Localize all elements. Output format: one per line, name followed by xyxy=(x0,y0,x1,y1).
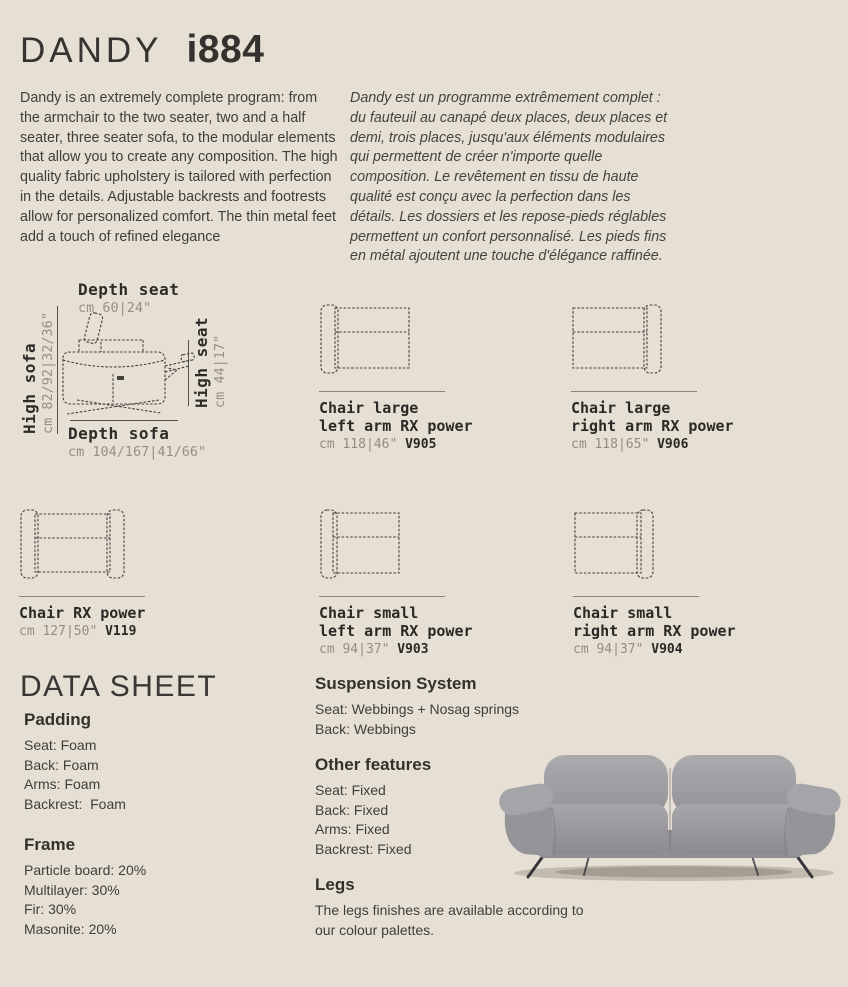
intro-english: Dandy is an extremely complete program: from the armchair to the two seater, two and a half seater, three seater sofa, to the modular elements that allow you to create any composition. The high quality fabric upholstery is tailored with perfection in the details. Adjustable backrests and footrests allow for personalized comfort. The thin metal feet add a touch of refined elegance xyxy=(20,90,338,245)
dim-depth-sofa: Depth sofa cm 104/167|41/66" xyxy=(68,424,207,460)
data-sheet-title: DATA SHEET xyxy=(20,670,218,703)
module-divider xyxy=(319,391,445,392)
module-top-view-drawing xyxy=(571,303,663,375)
module-divider xyxy=(319,596,445,597)
module-size: cm 118|46" V905 xyxy=(319,437,437,452)
module-card-v906: Chair large right arm RX power cm 118|65" V906 xyxy=(571,303,771,452)
dimension-line xyxy=(70,420,178,421)
module-divider xyxy=(571,391,697,392)
module-card-v904: Chair small right arm RX power cm 94|37" V904 xyxy=(573,508,773,657)
sofa-photo xyxy=(494,746,846,886)
model-number: i884 xyxy=(186,28,265,71)
dim-high-seat: High seat cm 44|17" xyxy=(192,316,228,408)
module-card-v119: Chair RX power cm 127|50" V119 xyxy=(19,508,219,639)
dim-depth-seat: Depth seat cm 60|24" xyxy=(78,280,180,316)
module-card-v905: Chair large left arm RX power cm 118|46" V905 xyxy=(319,303,519,452)
module-divider xyxy=(19,596,145,597)
section-frame: Frame Particle board: 20% Multilayer: 30% Fir: 30% Masonite: 20% xyxy=(24,835,147,937)
section-padding: Padding Seat: Foam Back: Foam Arms: Foam Backrest: Foam xyxy=(24,710,126,812)
module-code: V906 xyxy=(657,437,689,452)
sofa-arm-left xyxy=(497,782,555,856)
module-code: V904 xyxy=(651,642,683,657)
module-code: V903 xyxy=(397,642,429,657)
module-top-view-drawing xyxy=(319,508,401,580)
control-switch-mark xyxy=(117,376,124,380)
module-size: cm 118|65" V906 xyxy=(571,437,689,452)
module-top-view-drawing xyxy=(19,508,126,580)
sofa-arm-right xyxy=(785,782,843,856)
module-top-view-drawing xyxy=(573,508,655,580)
intro-french: Dandy est un programme extrêmement complet : du fauteuil au canapé deux places, deux places et demi, trois places, jusqu'aux éléments modulaires qui permettent de créer n'importe quelle composition. Le revêtement en tissu de haute qualité est conçu avec la perfection dans les détails. Les dossiers et les repose-pieds réglables permettent un confort personnalisé. Les pieds fins en métal ajoutent une touche d'élégance raffinée. xyxy=(350,90,668,265)
module-size: cm 94|37" V904 xyxy=(573,642,683,657)
data-sheet-left-column xyxy=(24,710,304,955)
module-divider xyxy=(573,596,699,597)
recliner-side-view-drawing xyxy=(55,310,195,422)
sofa-seat-cushion xyxy=(672,804,800,854)
section-legs: Legs The legs finishes are available according to our colour palettes. xyxy=(315,875,584,938)
sofa-seat-cushion xyxy=(540,804,668,854)
brand-name: DANDY xyxy=(20,31,163,70)
section-suspension: Suspension System Seat: Webbings + Nosag springs Back: Webbings xyxy=(315,674,520,737)
module-size: cm 94|37" V903 xyxy=(319,642,429,657)
module-code: V119 xyxy=(105,624,137,639)
module-code: V905 xyxy=(405,437,437,452)
module-card-v903: Chair small left arm RX power cm 94|37" V903 xyxy=(319,508,519,657)
dim-high-sofa: High sofa cm 82/92|32/36" xyxy=(20,312,56,434)
section-other-features: Other features Seat: Fixed Back: Fixed Arms: Fixed Backrest: Fixed xyxy=(315,755,432,857)
page-title xyxy=(20,28,264,72)
module-top-view-drawing xyxy=(319,303,411,375)
module-size: cm 127|50" V119 xyxy=(19,624,137,639)
